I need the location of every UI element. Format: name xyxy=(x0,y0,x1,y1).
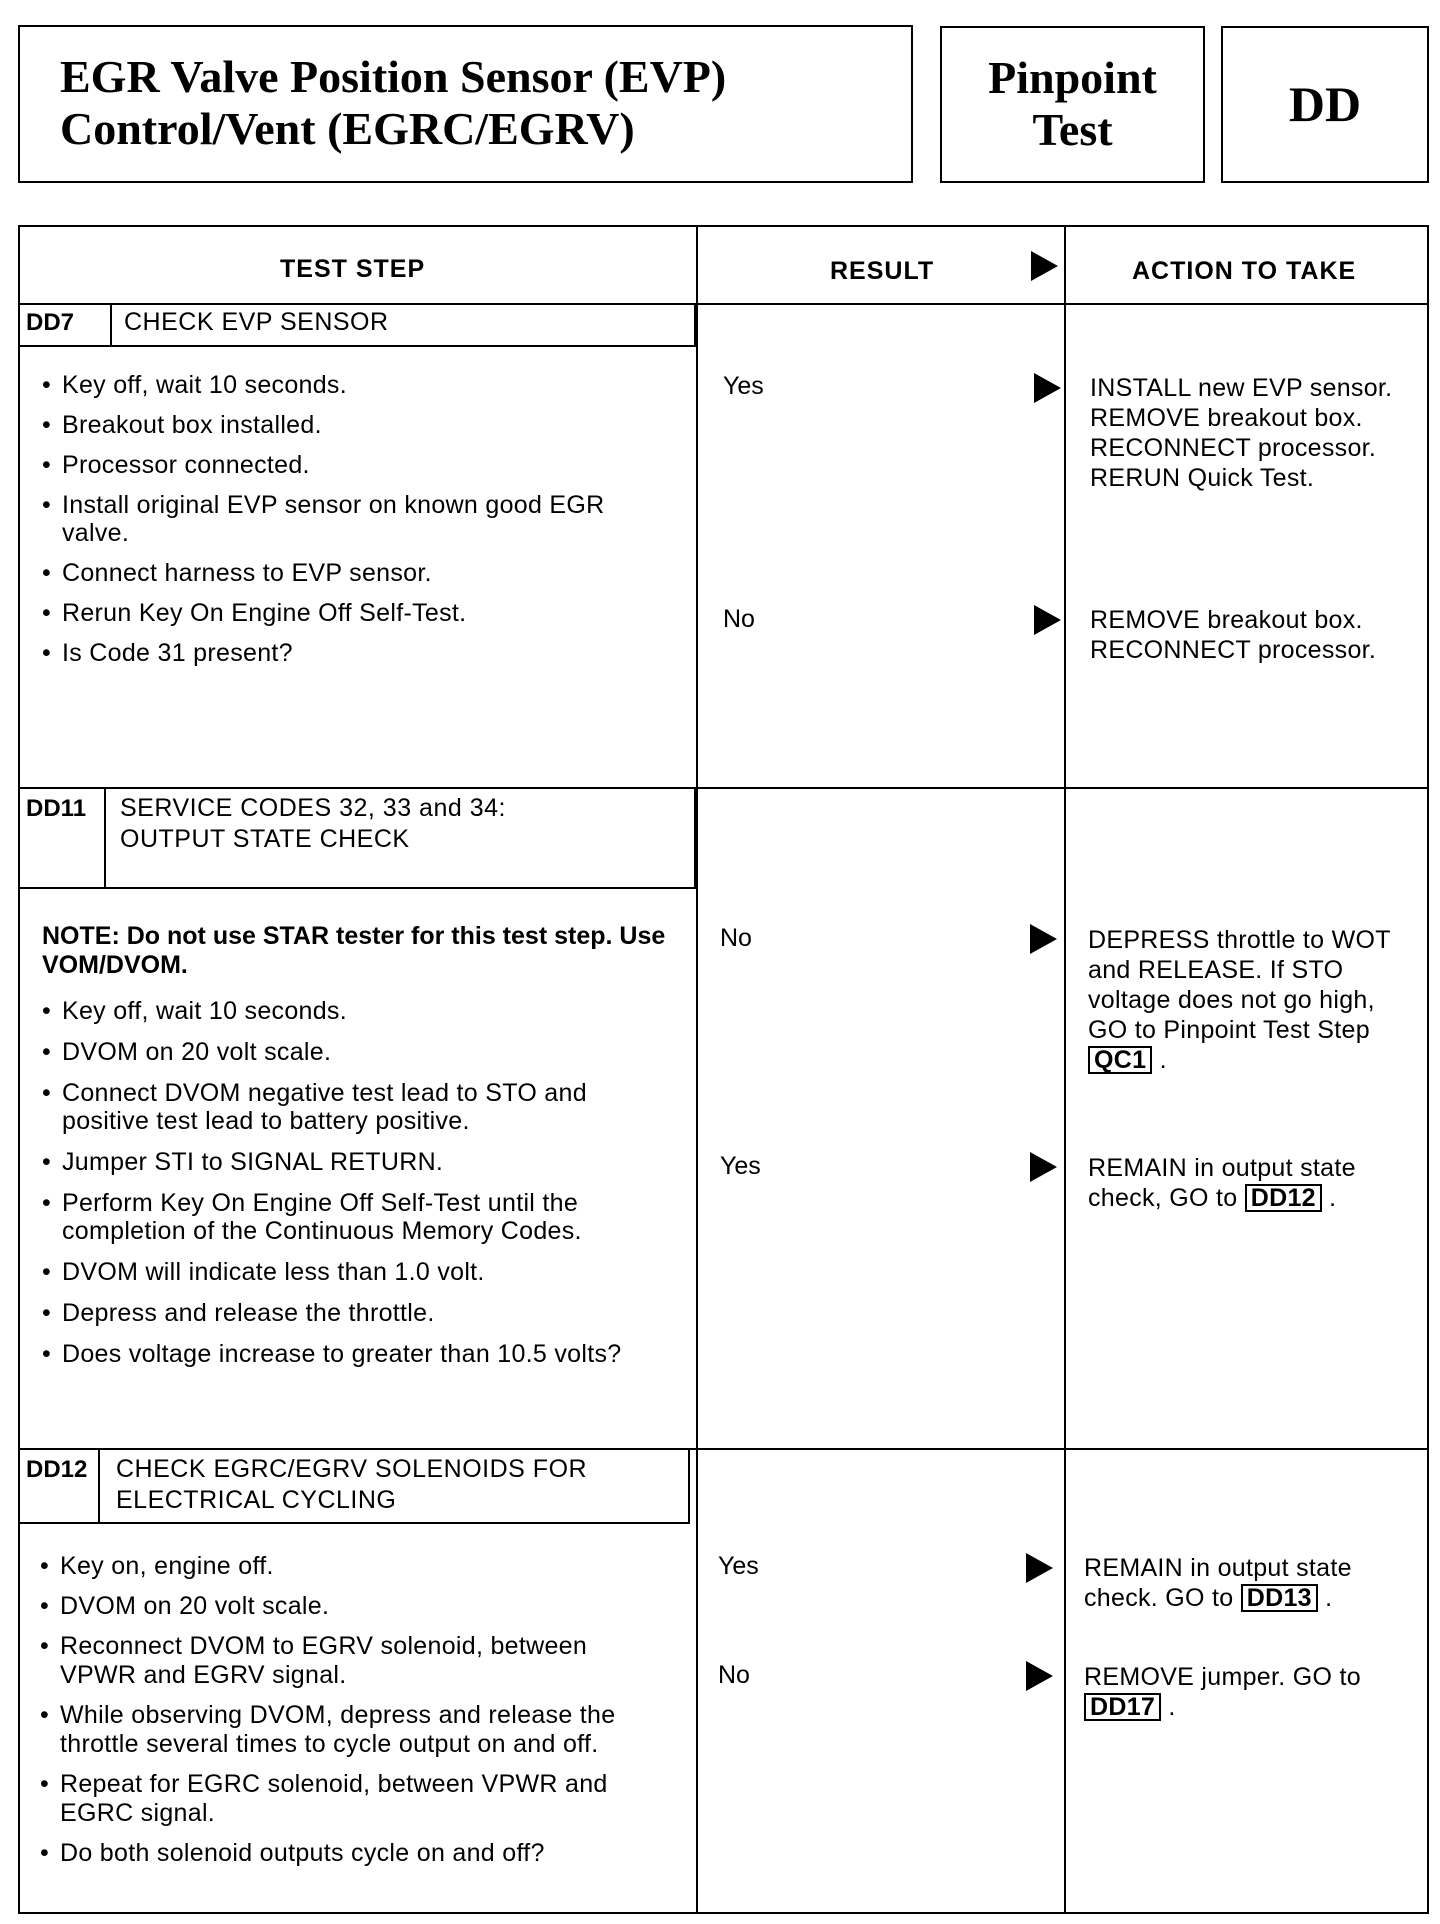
action-text-body: REMAIN in output state check. GO to xyxy=(1084,1554,1352,1612)
action-text-body: REMAIN in output state check, GO to xyxy=(1088,1154,1356,1212)
action-text-suffix: . xyxy=(1325,1584,1333,1612)
page-title-box xyxy=(18,25,913,183)
action-text: INSTALL new EVP sensor. REMOVE breakout box. RECONNECT processor. RERUN Quick Test. xyxy=(1090,374,1393,492)
page-title-line-2: Control/Vent (EGRC/EGRV) xyxy=(60,103,635,154)
instruction-item: • Jumper STI to SIGNAL RETURN. xyxy=(42,1148,662,1176)
action-text-body: REMOVE jumper. GO to xyxy=(1084,1663,1361,1691)
instruction-item: • Key off, wait 10 seconds. xyxy=(42,997,662,1025)
action-text-suffix: . xyxy=(1329,1184,1337,1212)
column-header-result: RESULT xyxy=(830,257,935,285)
step-note xyxy=(42,922,682,980)
instruction-item: • Breakout box installed. xyxy=(42,411,672,439)
step-header-dd7 xyxy=(20,303,696,347)
instruction-item: • Processor connected. xyxy=(42,451,672,479)
step-id: DD7 xyxy=(20,303,112,345)
instruction-item: • DVOM on 20 volt scale. xyxy=(42,1038,662,1066)
result-no: No xyxy=(723,605,755,633)
instruction-item: • Does voltage increase to greater than 10.5 volts? xyxy=(42,1340,662,1368)
step-title: CHECK EVP SENSOR xyxy=(124,308,389,336)
instruction-item: • DVOM will indicate less than 1.0 volt. xyxy=(42,1258,662,1286)
result-no: No xyxy=(720,924,752,952)
instruction-item: • Connect harness to EVP sensor. xyxy=(42,559,672,587)
instruction-item: • Connect DVOM negative test lead to STO and positive test lead to battery positive. xyxy=(42,1079,662,1135)
instruction-item: • Reconnect DVOM to EGRV solenoid, between VPWR and EGRV signal. xyxy=(40,1632,670,1690)
action-text xyxy=(1084,1662,1404,1722)
instruction-item: • Is Code 31 present? xyxy=(42,639,672,667)
instruction-item: • Key on, engine off. xyxy=(40,1552,670,1581)
step-title: CHECK EGRC/EGRV SOLENOIDS FOR ELECTRICAL CYCLING xyxy=(116,1455,588,1514)
instruction-item: • Repeat for EGRC solenoid, between VPWR and EGRC signal. xyxy=(40,1770,670,1828)
instruction-item: • Rerun Key On Engine Off Self-Test. xyxy=(42,599,672,627)
instruction-item: • DVOM on 20 volt scale. xyxy=(40,1592,670,1621)
test-table xyxy=(18,225,1429,1914)
step-id: DD11 xyxy=(20,787,106,887)
step-instructions-dd7 xyxy=(42,371,672,679)
step-instructions-dd12 xyxy=(40,1552,670,1879)
action-text: REMOVE breakout box. RECONNECT processor. xyxy=(1090,606,1377,664)
test-type-line-1: Pinpoint xyxy=(988,52,1157,103)
arrow-right-icon xyxy=(1031,251,1058,281)
arrow-right-icon xyxy=(1030,924,1057,954)
step-header-dd11 xyxy=(20,787,696,889)
step-header-dd12 xyxy=(20,1448,690,1524)
column-divider-1 xyxy=(696,227,698,1912)
action-text xyxy=(1084,1553,1414,1613)
instruction-item: • Depress and release the throttle. xyxy=(42,1299,662,1327)
step-reference-dd17[interactable]: DD17 xyxy=(1084,1693,1161,1721)
step-instructions-dd11 xyxy=(42,997,662,1381)
instruction-item: • While observing DVOM, depress and release the throttle several times to cycle output on and off. xyxy=(40,1701,670,1759)
column-header-action: ACTION TO TAKE xyxy=(1132,257,1357,285)
step-reference-qc1[interactable]: QC1 xyxy=(1088,1046,1152,1074)
test-type-line-2: Test xyxy=(1032,104,1113,155)
arrow-right-icon xyxy=(1030,1152,1057,1182)
arrow-right-icon xyxy=(1034,373,1061,403)
action-text-suffix: . xyxy=(1159,1046,1167,1074)
note-text: Do not use STAR tester for this test step. Use VOM/DVOM. xyxy=(42,922,666,979)
instruction-item: • Do both solenoid outputs cycle on and off? xyxy=(40,1839,670,1868)
note-label: NOTE: xyxy=(42,922,120,950)
action-text-suffix: . xyxy=(1168,1693,1176,1721)
step-reference-dd13[interactable]: DD13 xyxy=(1241,1584,1318,1612)
step-id: DD12 xyxy=(20,1448,100,1522)
step-reference-dd12[interactable]: DD12 xyxy=(1245,1184,1322,1212)
action-text xyxy=(1088,1153,1418,1213)
step-title: SERVICE CODES 32, 33 and 34: OUTPUT STATE CHECK xyxy=(120,794,506,853)
page-title-line-1: EGR Valve Position Sensor (EVP) xyxy=(60,51,727,102)
arrow-right-icon xyxy=(1034,605,1061,635)
action-text xyxy=(1088,925,1398,1075)
instruction-item: • Perform Key On Engine Off Self-Test until the completion of the Continuous Memory Codes. xyxy=(42,1189,662,1245)
test-type-box xyxy=(940,26,1205,183)
test-code: DD xyxy=(1288,76,1362,132)
instruction-item: • Key off, wait 10 seconds. xyxy=(42,371,672,399)
column-divider-2 xyxy=(1064,227,1066,1912)
result-yes: Yes xyxy=(718,1552,759,1580)
instruction-item: • Install original EVP sensor on known good EGR valve. xyxy=(42,491,672,547)
column-header-test-step: TEST STEP xyxy=(280,255,426,283)
arrow-right-icon xyxy=(1026,1661,1053,1691)
arrow-right-icon xyxy=(1026,1553,1053,1583)
result-yes: Yes xyxy=(720,1152,761,1180)
result-yes: Yes xyxy=(723,372,764,400)
result-no: No xyxy=(718,1661,750,1689)
test-code-box xyxy=(1221,26,1429,183)
action-text-body: DEPRESS throttle to WOT and RELEASE. If STO voltage does not go high, GO to Pinpoint Test Step xyxy=(1088,926,1391,1044)
